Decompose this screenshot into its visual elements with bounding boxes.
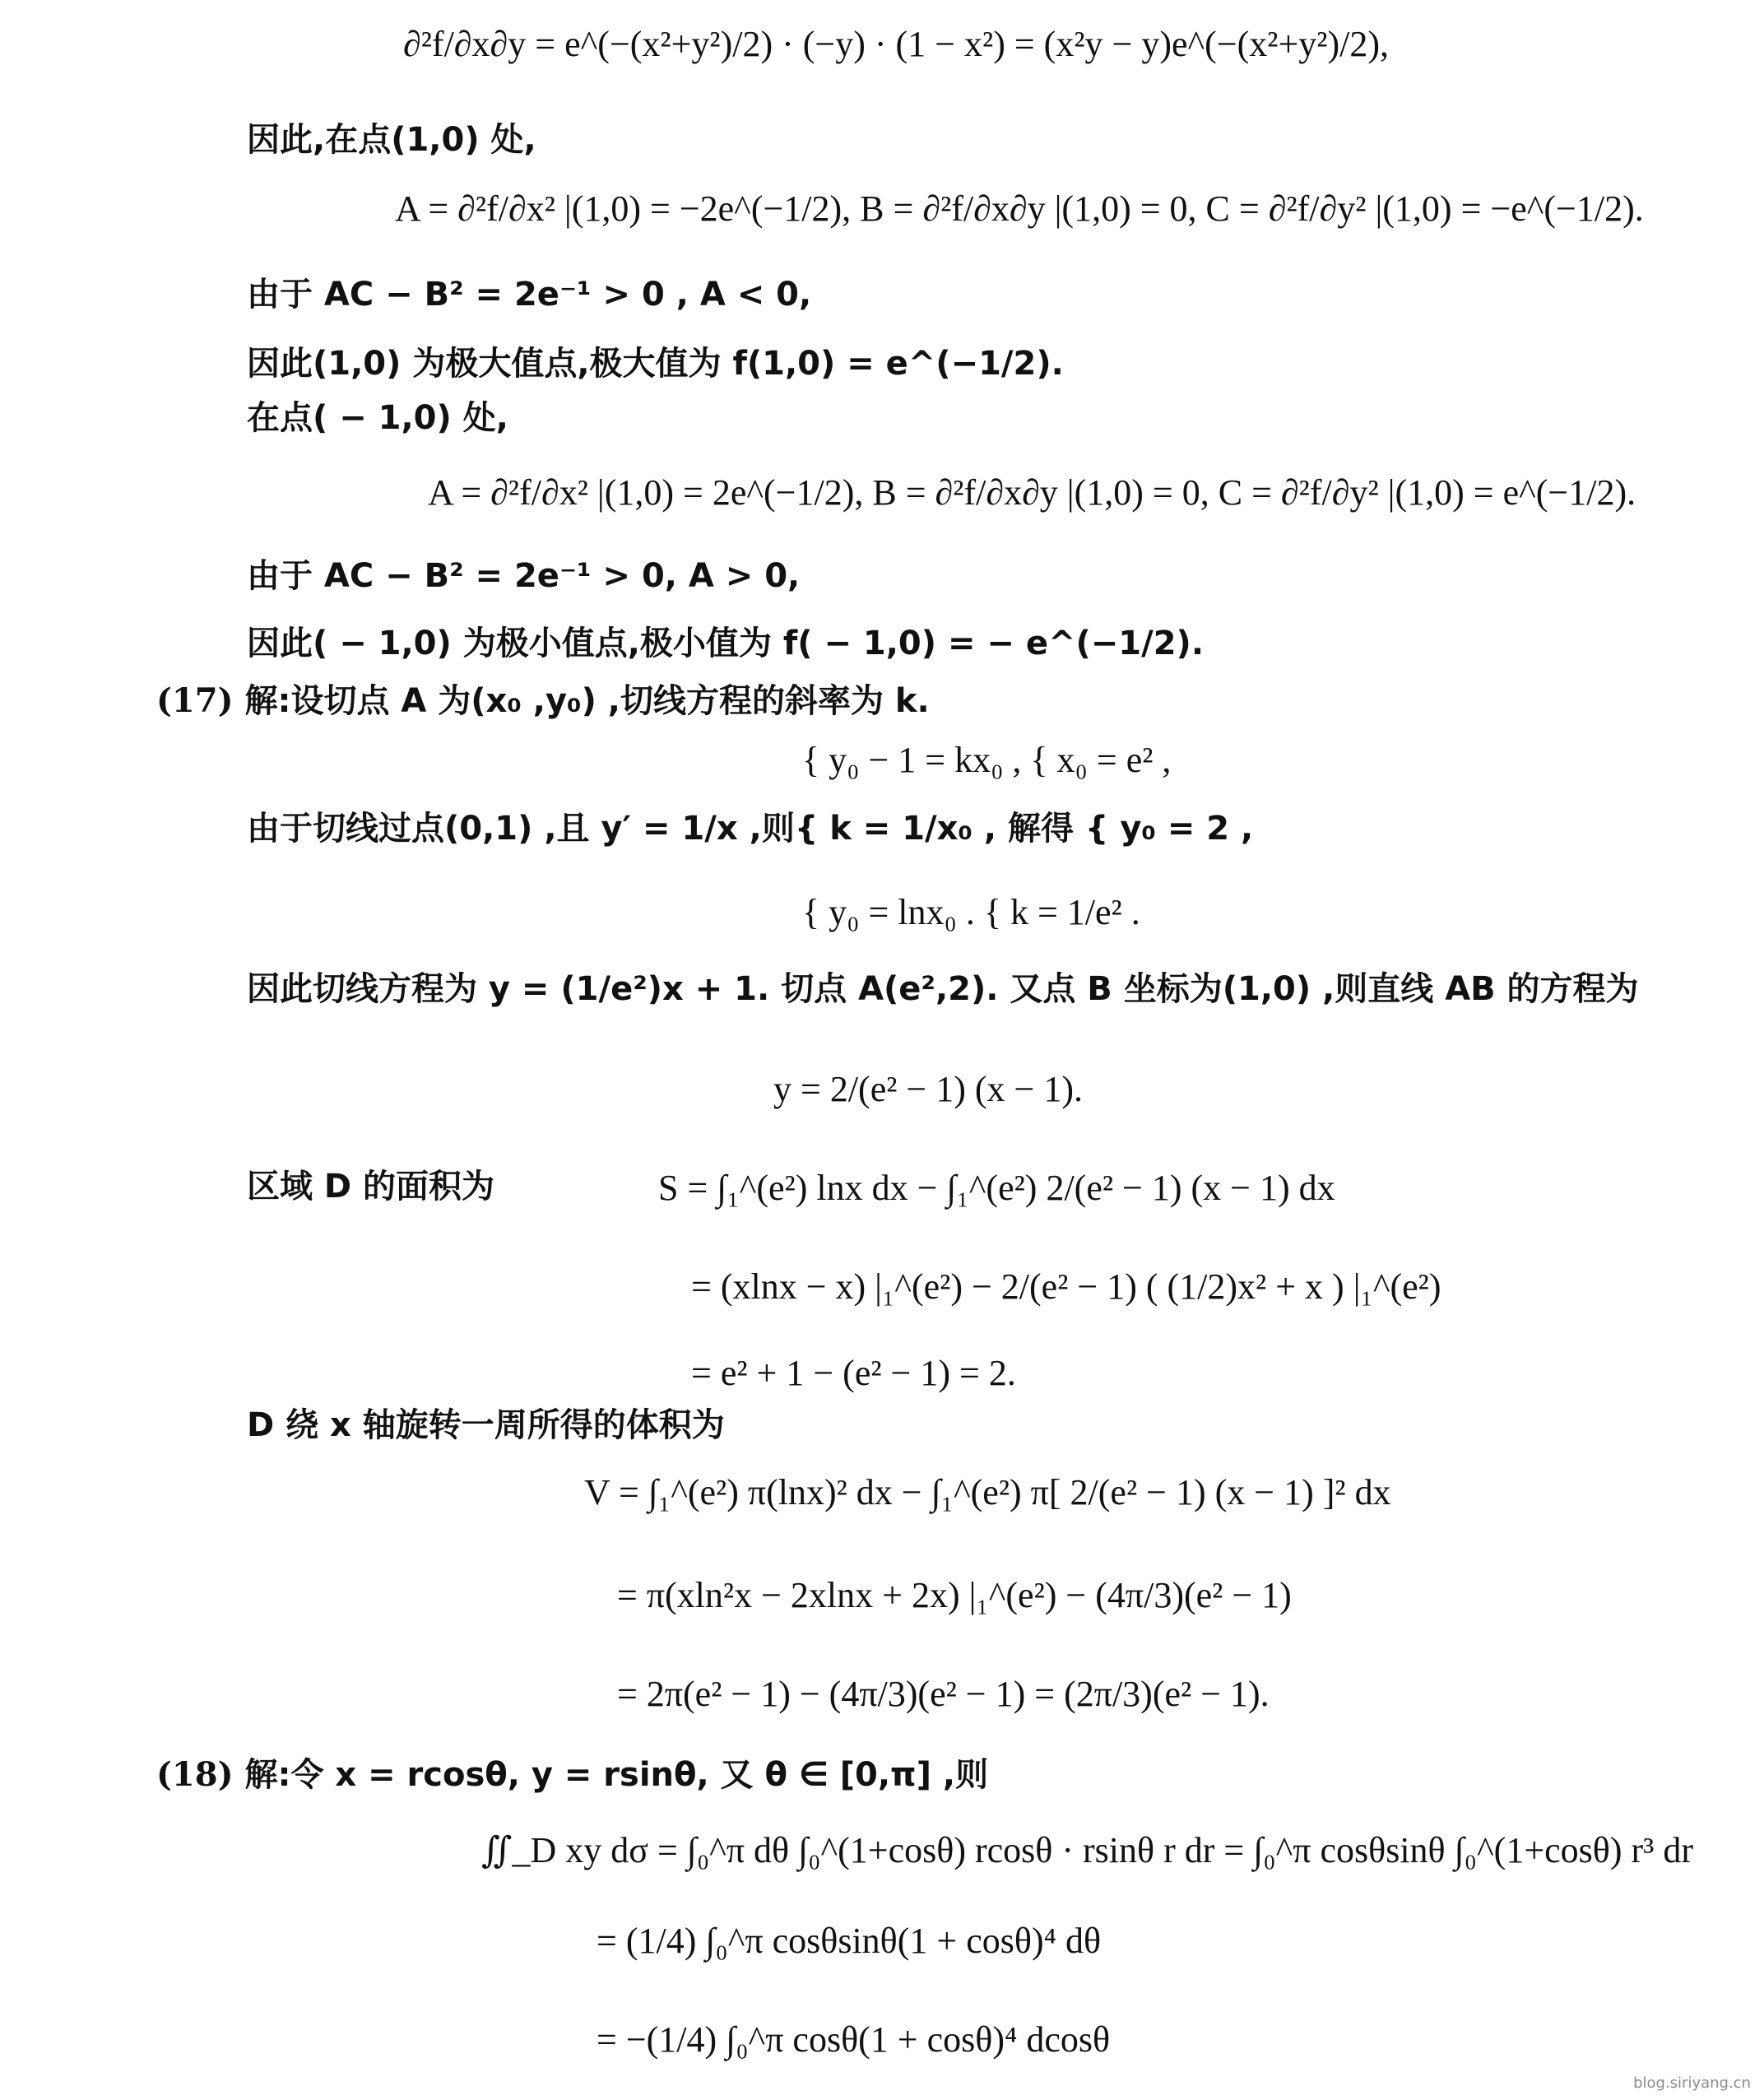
- text-line-l18: [691, 1267, 1441, 1307]
- text-line-l01: [403, 25, 1389, 64]
- text-line-l06: [247, 400, 508, 436]
- text-line-l17: [658, 1168, 1335, 1208]
- line-text: ∂²f/∂x∂y = e^(−(x²+y²)/2) · (−y) · (1 − x²) = (x²y − y)e^(−(x²+y²)/2),: [403, 24, 1390, 64]
- text-line-l04: [247, 276, 811, 313]
- line-text: V = ∫₁^(e²) π(lnx)² dx − ∫₁^(e²) π[ 2/(e² − 1) (x − 1) ]² dx: [584, 1472, 1391, 1512]
- line-text: { y₀ = lnx₀ . { k = 1/e² .: [802, 892, 1140, 932]
- text-line-l26: [597, 1921, 1101, 1961]
- text-line-l09: [247, 625, 1204, 662]
- text-line-l08: [247, 558, 800, 594]
- line-text: D 绕 x 轴旋转一周所得的体积为: [247, 1406, 725, 1444]
- text-line-l07: [428, 473, 1636, 513]
- text-line-l23: [617, 1675, 1270, 1714]
- line-text: A = ∂²f/∂x² |(1,0) = −2e^(−1/2), B = ∂²f/∂x∂y |(1,0) = 0, C = ∂²f/∂y² |(1,0) = −e^(−1/2).: [395, 188, 1644, 229]
- text-line-l02: [247, 122, 536, 158]
- text-line-l05: [247, 346, 1064, 382]
- text-line-l03: [395, 189, 1644, 229]
- line-text: = (1/4) ∫₀^π cosθsinθ(1 + cosθ)⁴ dθ: [597, 1921, 1102, 1961]
- watermark: blog.siriyang.cn: [1633, 2074, 1751, 2092]
- text-line-l10: [156, 683, 930, 719]
- line-text: { y₀ − 1 = kx₀ , { x₀ = e² ,: [802, 740, 1172, 780]
- problem-number: (18): [156, 1755, 234, 1794]
- line-text: = 2π(e² − 1) − (4π/3)(e² − 1) = (2π/3)(e² − 1).: [617, 1674, 1270, 1714]
- text-line-l15: [773, 1070, 1083, 1109]
- line-text: 因此(1,0) 为极大值点,极大值为 f(1,0) = e^(−1/2).: [247, 345, 1064, 383]
- text-line-l13: [802, 893, 1140, 932]
- line-text: 因此切线方程为 y = (1/e²)x + 1. 切点 A(e²,2). 又点 B 坐标为(1,0) ,则直线 AB 的方程为: [247, 970, 1639, 1008]
- text-line-l24: [156, 1757, 988, 1793]
- line-text: y = 2/(e² − 1) (x − 1).: [773, 1069, 1083, 1109]
- line-text: 因此,在点(1,0) 处,: [247, 121, 536, 159]
- text-line-l20: [247, 1407, 725, 1443]
- text-line-l16: [247, 1168, 494, 1205]
- line-text: 在点( − 1,0) 处,: [247, 399, 508, 437]
- line-text: ∬_D xy dσ = ∫₀^π dθ ∫₀^(1+cosθ) rcosθ · rsinθ r dr = ∫₀^π cosθsinθ ∫₀^(1+cosθ) r³ dr: [481, 1830, 1694, 1870]
- line-text: = −(1/4) ∫₀^π cosθ(1 + cosθ)⁴ dcosθ: [597, 2019, 1111, 2060]
- text-line-l21: [584, 1473, 1391, 1512]
- line-text: 由于 AC − B² = 2e⁻¹ > 0, A > 0,: [247, 557, 801, 595]
- text-line-l14: [247, 971, 1639, 1007]
- text-line-l11: [802, 741, 1171, 780]
- text-line-l22: [617, 1576, 1292, 1615]
- line-text: = π(xln²x − 2xlnx + 2x) |₁^(e²) − (4π/3)(e² − 1): [617, 1575, 1292, 1615]
- text-line-l12: [247, 811, 1253, 847]
- line-text: A = ∂²f/∂x² |(1,0) = 2e^(−1/2), B = ∂²f/∂x∂y |(1,0) = 0, C = ∂²f/∂y² |(1,0) = e^(−1/2).: [428, 472, 1636, 513]
- problem-number: (17): [156, 681, 234, 720]
- line-text: 解:令 x = rcosθ, y = rsinθ, 又 θ ∈ [0,π] ,则: [244, 1756, 989, 1794]
- text-line-l27: [597, 2020, 1110, 2060]
- text-line-l19: [691, 1354, 1016, 1393]
- line-text: 区域 D 的面积为: [247, 1168, 495, 1206]
- line-text: = (xlnx − x) |₁^(e²) − 2/(e² − 1) ( (1/2)x² + x ) |₁^(e²): [691, 1266, 1441, 1307]
- line-text: S = ∫₁^(e²) lnx dx − ∫₁^(e²) 2/(e² − 1) (x − 1) dx: [658, 1168, 1335, 1208]
- line-text: 由于切线过点(0,1) ,且 y′ = 1/x ,则{ k = 1/x₀ , 解得 { y₀ = 2 ,: [247, 810, 1254, 848]
- line-text: 解:设切点 A 为(x₀ ,y₀) ,切线方程的斜率为 k.: [244, 682, 930, 720]
- line-text: 由于 AC − B² = 2e⁻¹ > 0 , A < 0,: [247, 276, 812, 314]
- line-text: 因此( − 1,0) 为极小值点,极小值为 f( − 1,0) = − e^(−1/2).: [247, 625, 1205, 662]
- line-text: = e² + 1 − (e² − 1) = 2.: [691, 1353, 1016, 1393]
- text-line-l25: [481, 1831, 1693, 1870]
